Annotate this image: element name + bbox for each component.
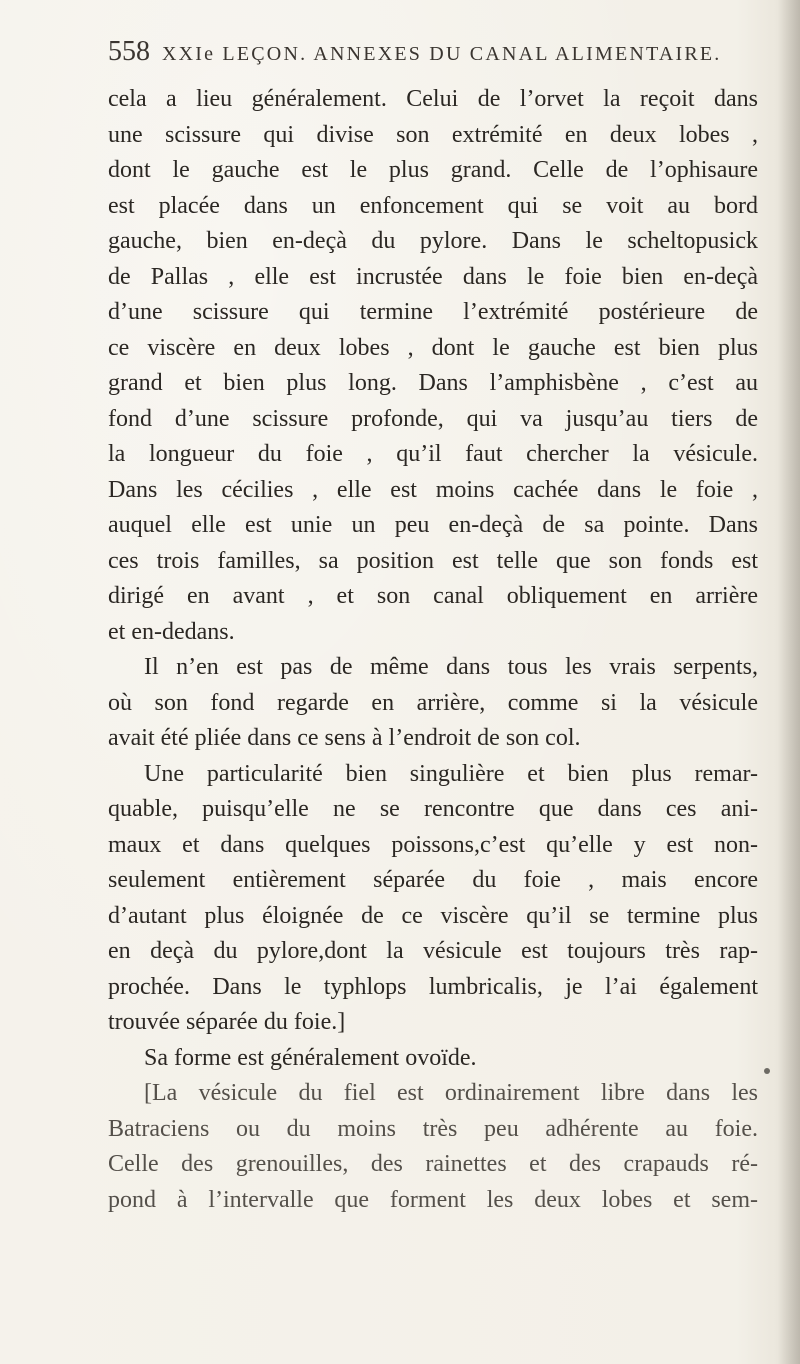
text-line: la longueur du foie , qu’il faut chercher la vésicule. [108,441,758,467]
text-line: seulement entièrement séparée du foie , mais encore [108,867,758,893]
text-line: dirigé en avant , et son canal obliquement en arrière [108,583,758,609]
text-line: trouvée séparée du foie.] [108,1009,346,1035]
text-line: et en-dedans. [108,618,235,645]
text-line: ces trois familles, sa position est telle que son fonds est [108,547,758,574]
text-line: Batraciens ou du moins très peu adhérente au foie. [108,1115,758,1142]
ink-speck [764,1068,770,1074]
text-line: ce viscère en deux lobes , dont le gauche est bien plus [108,334,758,361]
text-line: dont le gauche est le plus grand. Celle de l’ophisaure [108,157,758,183]
text-line: quable, puisqu’elle ne se rencontre que dans ces ani- [108,796,758,822]
page-header [108,36,730,76]
text-line: maux et dans quelques poissons,c’est qu’elle y est non- [108,831,758,858]
body-text [108,82,758,1218]
text-line: Dans les cécilies , elle est moins cachée dans le foie , [108,476,758,503]
text-line: avait été pliée dans ce sens à l’endroit de son col. [108,725,581,751]
text-line: est placée dans un enfoncement qui se voit au bord [108,192,758,219]
text-line: de Pallas , elle est incrustée dans le foie bien en-deçà [108,263,758,290]
text-line: gauche, bien en-deçà du pylore. Dans le scheltopusick [108,228,758,254]
text-line: grand et bien plus long. Dans l’amphisbène , c’est au [108,370,758,396]
text-line: Une particularité bien singulière et bien plus remar- [144,760,758,787]
text-line: Celle des grenouilles, des rainettes et des crapauds ré- [108,1151,758,1177]
text-line: une scissure qui divise son extrémité en deux lobes , [108,121,758,148]
text-line: pond à l’intervalle que forment les deux lobes et sem- [108,1186,758,1213]
text-line: [La vésicule du fiel est ordinairement libre dans les [144,1080,758,1106]
text-line: cela a lieu généralement. Celui de l’orvet la reçoit dans [108,86,758,112]
running-head: XXIe LEÇON. ANNEXES DU CANAL ALIMENTAIRE. [162,43,722,65]
text-line: Sa forme est généralement ovoïde. [144,1044,477,1071]
text-line: Il n’en est pas de même dans tous les vrais serpents, [144,654,758,680]
text-line: auquel elle est unie un peu en-deçà de sa pointe. Dans [108,512,758,538]
page-number: 558 [108,36,150,67]
text-line: fond d’une scissure profonde, qui va jusqu’au tiers de [108,405,758,432]
text-line: prochée. Dans le typhlops lumbricalis, je l’ai également [108,973,758,1000]
text-line: d’autant plus éloignée de ce viscère qu’il se termine plus [108,902,758,929]
text-line: d’une scissure qui termine l’extrémité postérieure de [108,299,758,325]
text-line: où son fond regarde en arrière, comme si la vésicule [108,689,758,716]
page-edge-shadow [778,0,800,1364]
text-line: en deçà du pylore,dont la vésicule est toujours très rap- [108,938,758,964]
